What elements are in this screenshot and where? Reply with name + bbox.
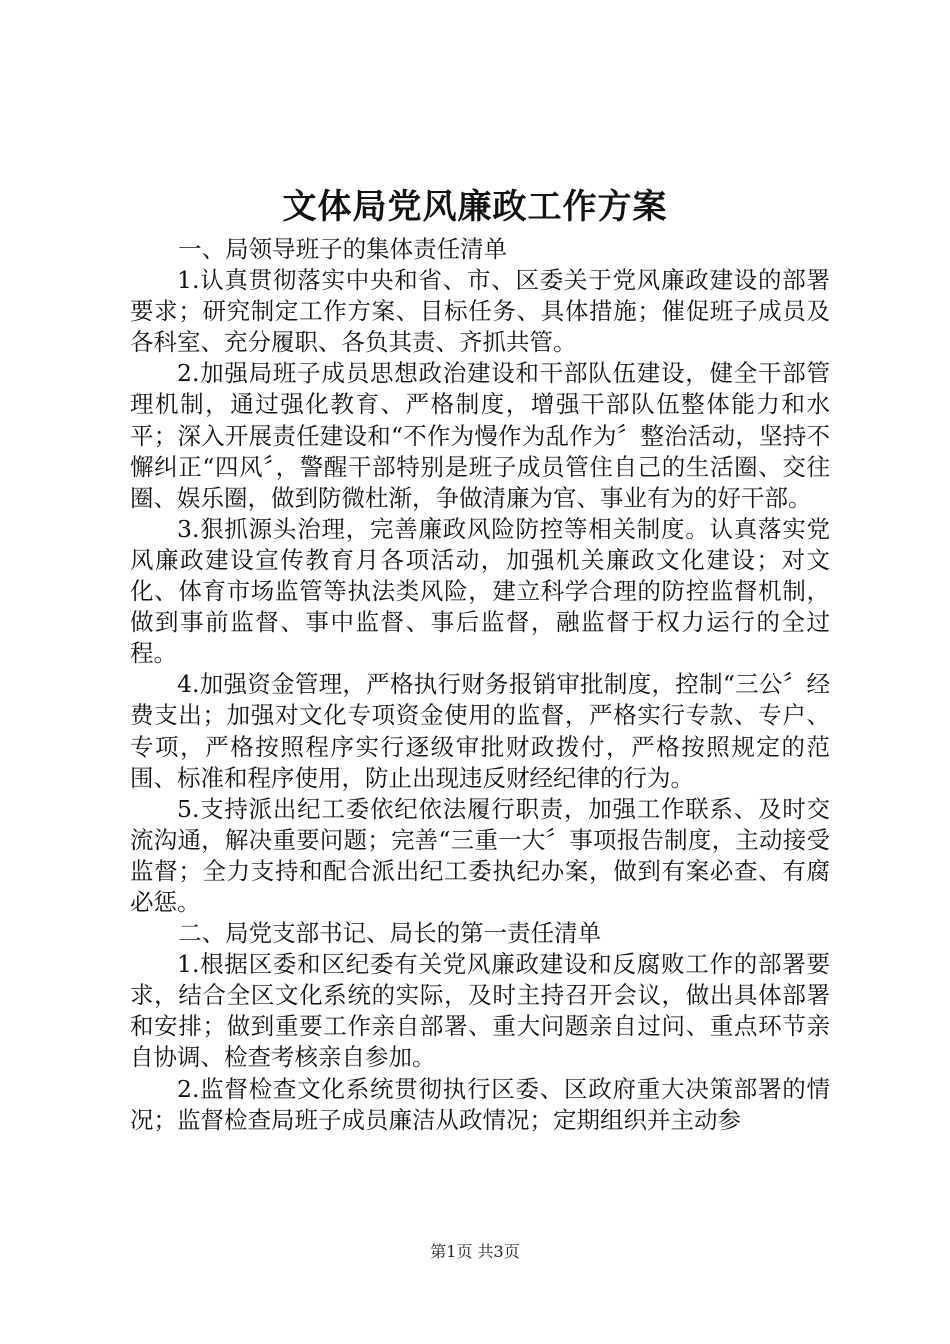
section-heading: 二、局党支部书记、局长的第一责任清单	[178, 919, 602, 948]
document-body	[130, 234, 830, 1136]
document-title: 文体局党风廉政工作方案	[282, 187, 668, 227]
paragraph: 1.根据区委和区纪委有关党风廉政建设和反腐败工作的部署要求，结合全区文化系统的实际，及时主持召开会议，做出具体部署和安排；做到重要工作亲自部署、重大问题亲自过问、重点环节亲自协调、检查考核亲自参加。	[130, 950, 830, 1072]
paragraph: 2.监督检查文化系统贯彻执行区委、区政府重大决策部署的情况；监督检查局班子成员廉洁从政情况；定期组织并主动参	[130, 1074, 830, 1134]
paragraph: 3.狠抓源头治理，完善廉政风险防控等相关制度。认真落实党风廉政建设宣传教育月各项活动，加强机关廉政文化建设；对文化、体育市场监管等执法类风险，建立科学合理的防控监督机制，做到事前监督、事中监督、事后监督，融监督于权力运行的全过程。	[130, 514, 830, 668]
page-footer: 第1页 共3页	[430, 1242, 520, 1261]
paragraph: 1.认真贯彻落实中央和省、市、区委关于党风廉政建设的部署要求；研究制定工作方案、目标任务、具体措施；催促班子成员及各科室、充分履职、各负其责、齐抓共管。	[130, 266, 830, 357]
paragraph: 2.加强局班子成员思想政治建设和干部队伍建设，健全干部管理机制，通过强化教育、严格制度，增强干部队伍整体能力和水平；深入开展责任建设和“不作为慢作为乱作为〞整治活动，坚持不懈纠正“四风〞，警醒干部特别是班子成员管住自己的生活圈、交往圈、娱乐圈，做到防微杜渐，争做清廉为官、事业有为的好干部。	[130, 359, 830, 512]
paragraph: 5.支持派出纪工委依纪依法履行职责，加强工作联系、及时交流沟通，解决重要问题；完善“三重一大〞事项报告制度，主动接受监督；全力支持和配合派出纪工委执纪办案，做到有案必查、有腐必惩。	[130, 794, 830, 916]
section-heading: 一、局领导班子的集体责任清单	[178, 235, 508, 263]
paragraph: 4.加强资金管理，严格执行财务报销审批制度，控制“三公〞经费支出；加强对文化专项资金使用的监督，严格实行专款、专户、专项，严格按照程序实行逐级审批财政拨付，严格按照规定的范围、标准和程序使用，防止出现违反财经纪律的行为。	[130, 670, 830, 792]
